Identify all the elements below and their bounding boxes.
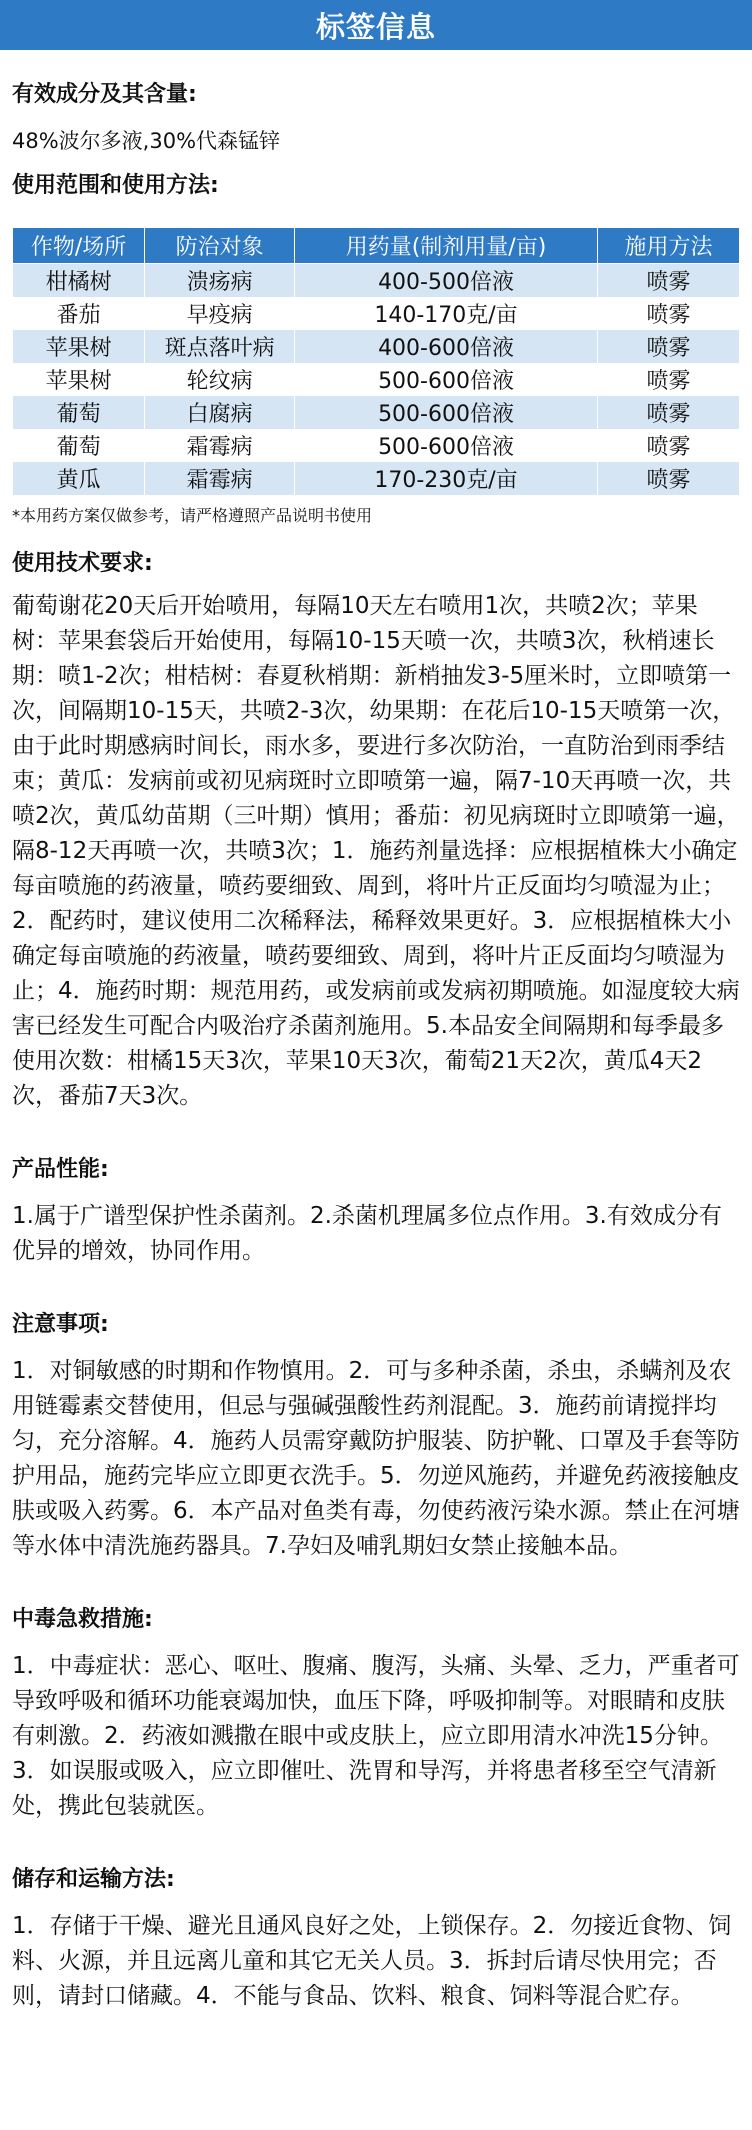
label-content (0, 77, 752, 2014)
table-cell: 苹果树 (13, 363, 145, 396)
precautions-heading: 注意事项: (12, 1312, 109, 1337)
page-title: 标签信息 (315, 9, 436, 44)
table-header-row (13, 228, 740, 264)
ingredients-heading: 有效成分及其含量: (12, 82, 197, 107)
table-row (13, 264, 740, 298)
usage-table (12, 227, 740, 495)
performance-heading: 产品性能: (12, 1157, 109, 1182)
table-cell: 轮纹病 (145, 363, 295, 396)
technique-text: 葡萄谢花20天后开始喷用，每隔10天左右喷用1次，共喷2次；苹果树：苹果套袋后开始使用，每隔10-15天喷一次，共喷3次，秋梢速长期：喷1-2次；柑桔树：春夏秋梢期：新梢抽发3-5厘米时，立即喷第一次，间隔期10-15天，共喷2-3次，幼果期：在花后10-15天喷第一次，由于此时期感病时间长，雨水多，要进行多次防治，一直防治到雨季结束；黄瓜：发病前或初见病斑时立即喷第一遍，隔7-10天再喷一次，共喷2次，黄瓜幼苗期（三叶期）慎用；番茄：初见病斑时立即喷第一遍，隔8-12天再喷一次，共喷3次；1．施药剂量选择：应根据植株大小确定每亩喷施的药液量，喷药要细致、周到，将叶片正反面均匀喷湿为止；2．配药时，建议使用二次稀释法，稀释效果更好。3．应根据植株大小确定每亩喷施的药液量，喷药要细致、周到，将叶片正反面均匀喷湿为止；4．施药时期：规范用药，或发病前或发病初期喷施。如湿度较大病害已经发生可配合内吸治疗杀菌剂施用。5.本品安全间隔期和每季最多使用次数：柑橘15天3次，苹果10天3次，葡萄21天2次，黄瓜4天2次，番茄7天3次。 (12, 593, 740, 1109)
table-cell: 霜霉病 (145, 429, 295, 462)
first-aid-heading: 中毒急救措施: (12, 1607, 153, 1632)
table-cell: 喷雾 (597, 363, 739, 396)
table-row (13, 363, 740, 396)
table-cell: 斑点落叶病 (145, 330, 295, 363)
table-cell: 500-600倍液 (295, 429, 598, 462)
usage-heading: 使用范围和使用方法: (12, 173, 219, 198)
performance-text: 1.属于广谱型保护性杀菌剂。2.杀菌机理属多位点作用。3.有效成分有优异的增效，协同作用。 (12, 1203, 722, 1264)
table-cell: 溃疡病 (145, 264, 295, 298)
table-row (13, 396, 740, 429)
table-cell: 葡萄 (13, 396, 145, 429)
table-cell: 喷雾 (597, 330, 739, 363)
table-cell: 苹果树 (13, 330, 145, 363)
table-row (13, 462, 740, 495)
table-cell: 400-600倍液 (295, 330, 598, 363)
table-cell: 140-170克/亩 (295, 297, 598, 330)
table-cell: 喷雾 (597, 429, 739, 462)
table-row (13, 330, 740, 363)
ingredients-value: 48%波尔多液,30%代森锰锌 (12, 129, 281, 153)
table-cell: 喷雾 (597, 396, 739, 429)
table-cell: 白腐病 (145, 396, 295, 429)
table-cell: 早疫病 (145, 297, 295, 330)
table-cell: 170-230克/亩 (295, 462, 598, 495)
column-header-target: 防治对象 (145, 228, 295, 264)
table-cell: 喷雾 (597, 462, 739, 495)
usage-note: *本用药方案仅做参考，请严格遵照产品说明书使用 (12, 506, 373, 525)
first-aid-text: 1．中毒症状：恶心、呕吐、腹痛、腹泻，头痛、头晕、乏力，严重者可导致呼吸和循环功能衰竭加快，血压下降，呼吸抑制等。对眼睛和皮肤有刺激。2．药液如溅撒在眼中或皮肤上，应立即用清水冲洗15分钟。3．如误服或吸入，应立即催吐、洗胃和导泻，并将患者移至空气清新处，携此包装就医。 (12, 1653, 740, 1819)
technique-heading: 使用技术要求: (12, 551, 153, 576)
storage-text: 1．存储于干燥、避光且通风良好之处，上锁保存。2．勿接近食物、饲料、火源，并且远离儿童和其它无关人员。3．拆封后请尽快用完；否则，请封口储藏。4．不能与食品、饮料、粮食、饲料等混合贮存。 (12, 1913, 732, 2009)
table-cell: 喷雾 (597, 264, 739, 298)
table-cell: 柑橘树 (13, 264, 145, 298)
table-cell: 400-500倍液 (295, 264, 598, 298)
column-header-crop: 作物/场所 (13, 228, 145, 264)
column-header-method: 施用方法 (597, 228, 739, 264)
table-cell: 喷雾 (597, 297, 739, 330)
table-cell: 霜霉病 (145, 462, 295, 495)
header-bar (0, 0, 752, 50)
table-row (13, 297, 740, 330)
table-cell: 500-600倍液 (295, 363, 598, 396)
table-cell: 番茄 (13, 297, 145, 330)
table-row (13, 429, 740, 462)
storage-heading: 储存和运输方法: (12, 1867, 175, 1892)
table-cell: 黄瓜 (13, 462, 145, 495)
table-cell: 葡萄 (13, 429, 145, 462)
precautions-text: 1．对铜敏感的时期和作物慎用。2．可与多种杀菌，杀虫，杀螨剂及农用链霉素交替使用，但忌与强碱强酸性药剂混配。3．施药前请搅拌均匀，充分溶解。4．施药人员需穿戴防护服装、防护靴、口罩及手套等防护用品，施药完毕应立即更衣洗手。5．勿逆风施药，并避免药液接触皮肤或吸入药雾。6．本产品对鱼类有毒，勿使药液污染水源。禁止在河塘等水体中清洗施药器具。7.孕妇及哺乳期妇女禁止接触本品。 (12, 1358, 740, 1559)
table-cell: 500-600倍液 (295, 396, 598, 429)
column-header-dosage: 用药量(制剂用量/亩) (295, 228, 598, 264)
